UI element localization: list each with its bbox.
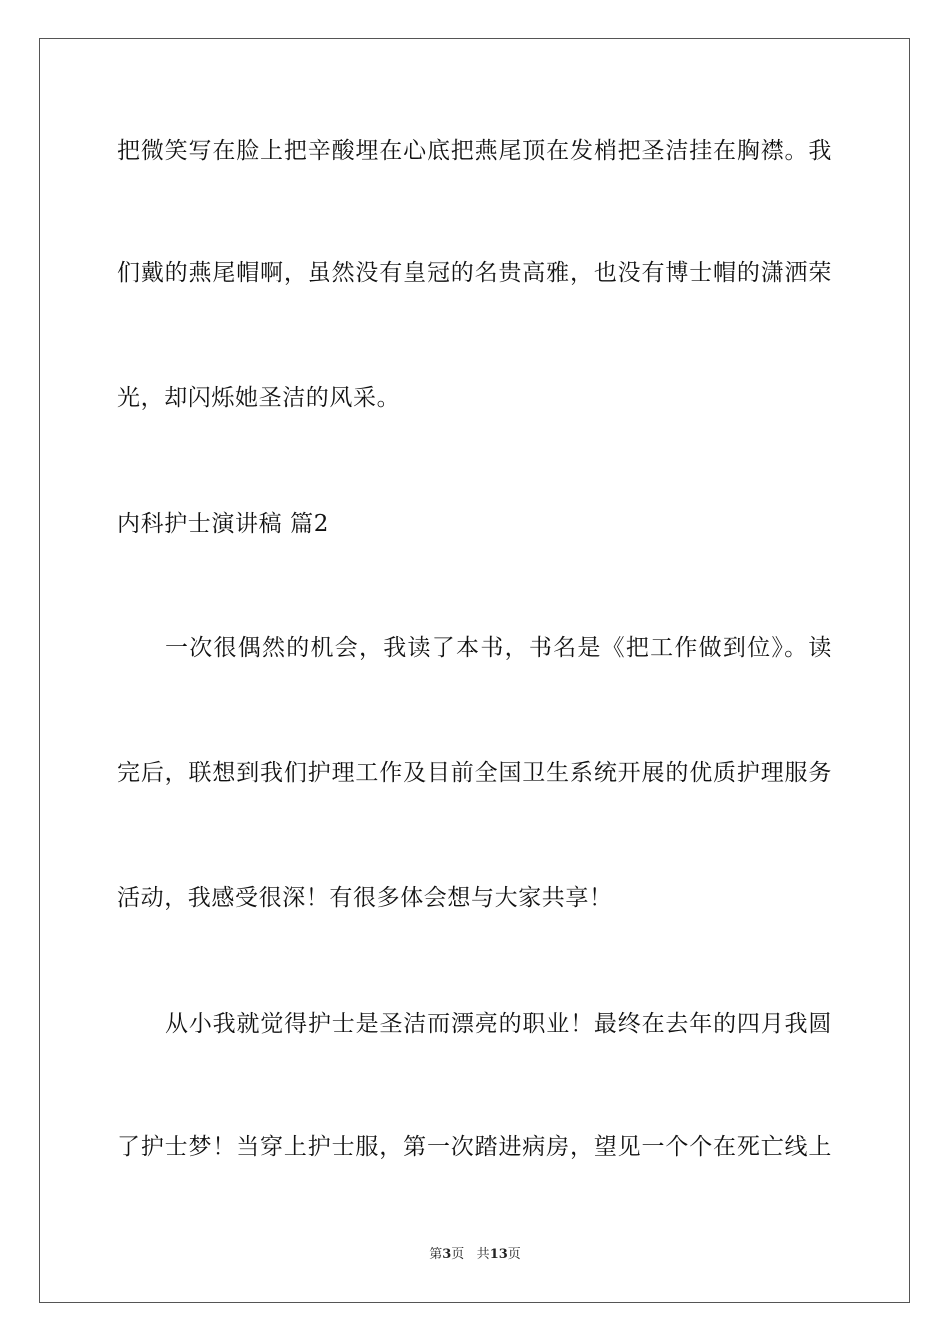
- body-line-3: 光，却闪烁她圣洁的风采。: [117, 385, 401, 411]
- footer-page-number: 3: [442, 1247, 452, 1262]
- body-line-5: 一次很偶然的机会，我读了本书，书名是《把工作做到位》。读: [165, 635, 832, 661]
- footer-page-prefix: 第: [429, 1247, 443, 1262]
- footer-total-pages: 13: [489, 1247, 508, 1262]
- section-heading: 内科护士演讲稿 篇2: [117, 511, 329, 537]
- body-line-6: 完后，联想到我们护理工作及目前全国卫生系统开展的优质护理服务: [117, 760, 832, 786]
- body-line-2: 们戴的燕尾帽啊，虽然没有皇冠的名贵高雅，也没有博士帽的潇洒荣: [117, 260, 832, 286]
- body-line-7: 活动，我感受很深！有很多体会想与大家共享！: [117, 885, 613, 911]
- body-line-1: 把微笑写在脸上把辛酸埋在心底把燕尾顶在发梢把圣洁挂在胸襟。我: [117, 138, 832, 164]
- footer-page-suffix: 页: [451, 1247, 465, 1262]
- footer-total-suffix: 页: [507, 1247, 521, 1262]
- page-border: [39, 38, 910, 1303]
- body-line-9: 了护士梦！当穿上护士服，第一次踏进病房，望见一个个在死亡线上: [117, 1134, 832, 1160]
- body-line-8: 从小我就觉得护士是圣洁而漂亮的职业！最终在去年的四月我圆: [165, 1011, 832, 1037]
- page-footer: [0, 1246, 950, 1264]
- footer-total-prefix: 共: [476, 1247, 490, 1262]
